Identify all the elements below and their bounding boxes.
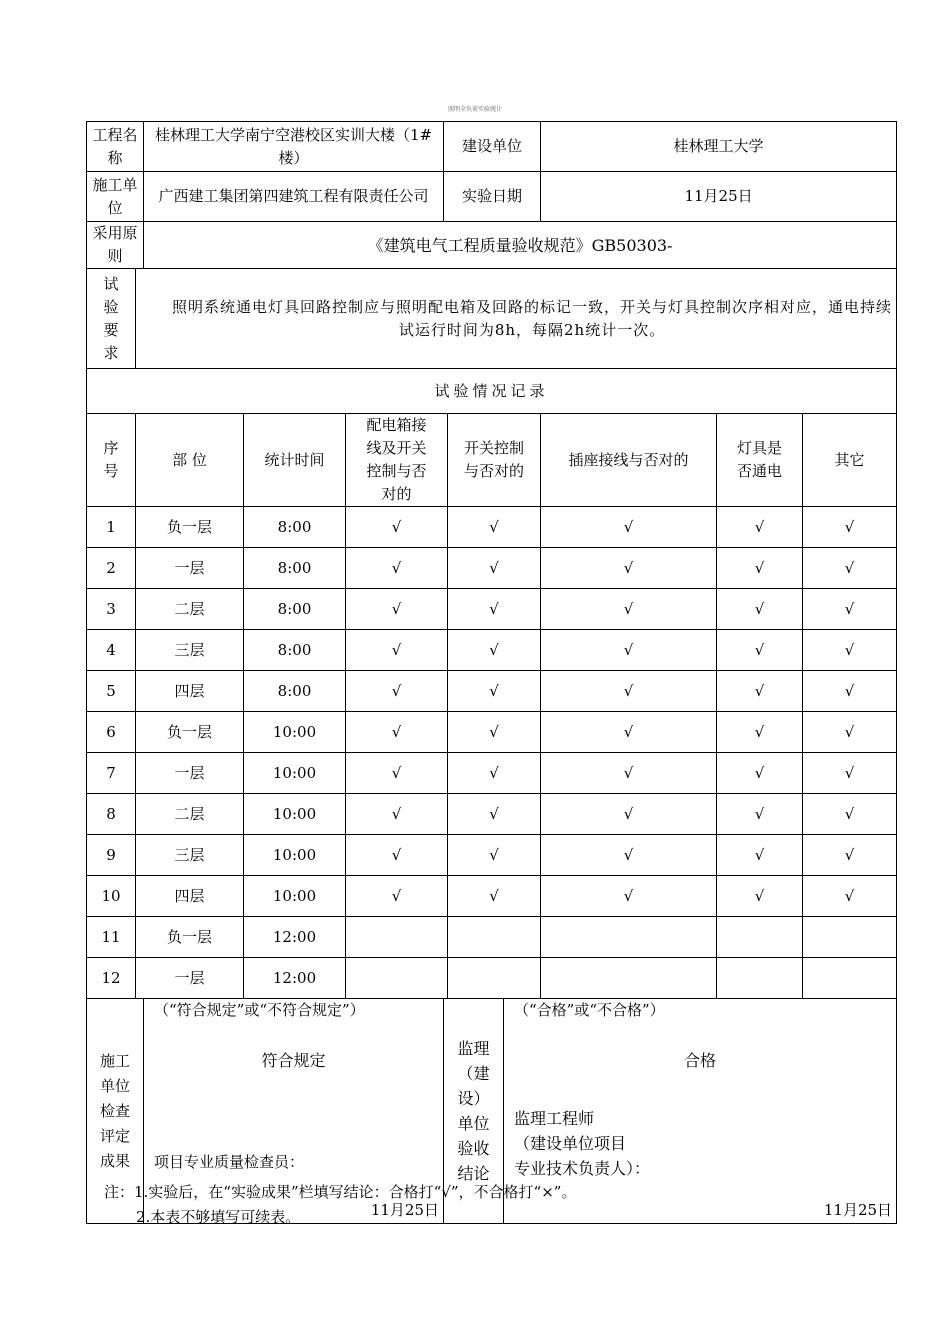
cell-lamp: √ [717, 589, 803, 630]
cell-location: 二层 [136, 794, 244, 835]
cell-time: 12:00 [244, 958, 346, 999]
project-name: 桂林理工大学南宁空港校区实训大楼（1#楼） [144, 122, 444, 172]
cell-other: √ [803, 835, 897, 876]
project-name-label: 工程名称 [87, 122, 144, 172]
cell-lamp: √ [717, 794, 803, 835]
cell-seq: 12 [87, 958, 136, 999]
contractor-inspector: 项目专业质量检查员： [154, 1153, 305, 1171]
cell-switch: √ [448, 548, 541, 589]
cell-socket: √ [541, 712, 717, 753]
cell-socket: √ [541, 507, 717, 548]
table-row [87, 753, 897, 794]
note-line-2: 2.本表不够填写可续表。 [136, 1208, 301, 1226]
cell-socket: √ [541, 548, 717, 589]
col-seq: 序号 [87, 414, 136, 507]
cell-box: √ [346, 876, 448, 917]
col-box: 配电箱接线及开关控制与否对的 [346, 414, 448, 507]
requirements-body: 照明系统通电灯具回路控制应与照明配电箱及回路的标记一致，开关与灯具控制次序相对应，通电持续试运行时间为8h，每隔2h统计一次。 [172, 297, 893, 339]
cell-other: √ [803, 753, 897, 794]
col-other: 其它 [803, 414, 897, 507]
builder-label: 建设单位 [444, 122, 541, 172]
cell-lamp: √ [717, 671, 803, 712]
cell-box: √ [346, 630, 448, 671]
cell-box: √ [346, 507, 448, 548]
cell-time: 10:00 [244, 876, 346, 917]
requirements-label: 试验要求 [87, 269, 136, 369]
cell-box: √ [346, 712, 448, 753]
contractor-check-result: 符合规定 [261, 1051, 326, 1070]
cell-switch [448, 958, 541, 999]
cell-box: √ [346, 589, 448, 630]
cell-other [803, 917, 897, 958]
test-record-table [86, 121, 897, 1224]
table-row [87, 507, 897, 548]
cell-socket: √ [541, 753, 717, 794]
cell-time: 8:00 [244, 507, 346, 548]
table-row [87, 548, 897, 589]
cell-seq: 5 [87, 671, 136, 712]
cell-seq: 2 [87, 548, 136, 589]
table-row [87, 835, 897, 876]
contractor-check-hint: （“符合规定”或“不符合规定”） [154, 1001, 365, 1019]
cell-socket [541, 958, 717, 999]
cell-location: 负一层 [136, 712, 244, 753]
cell-lamp: √ [717, 507, 803, 548]
cell-socket: √ [541, 671, 717, 712]
cell-time: 10:00 [244, 712, 346, 753]
supervisor-engineer-line1: 监理工程师 [514, 1109, 595, 1128]
supervisor-check-date: 11月25日 [823, 1201, 893, 1219]
contractor-check-label: 施工单位检查评定成果 [87, 999, 144, 1224]
cell-box: √ [346, 835, 448, 876]
col-lamp: 灯具是否通电 [717, 414, 803, 507]
cell-box [346, 958, 448, 999]
standard-value: 《建筑电气工程质量验收规范》GB50303- [144, 222, 897, 269]
test-date-label: 实验日期 [444, 172, 541, 222]
contractor-value: 广西建工集团第四建筑工程有限责任公司 [144, 172, 444, 222]
cell-seq: 10 [87, 876, 136, 917]
cell-seq: 6 [87, 712, 136, 753]
col-switch: 开关控制与否对的 [448, 414, 541, 507]
cell-other: √ [803, 507, 897, 548]
cell-time: 8:00 [244, 589, 346, 630]
cell-time: 10:00 [244, 753, 346, 794]
cell-socket: √ [541, 876, 717, 917]
supervisor-check-result: 合格 [684, 1051, 717, 1070]
cell-location: 三层 [136, 835, 244, 876]
cell-seq: 11 [87, 917, 136, 958]
cell-socket [541, 917, 717, 958]
cell-lamp: √ [717, 753, 803, 794]
table-row [87, 589, 897, 630]
cell-switch: √ [448, 507, 541, 548]
table-row [87, 712, 897, 753]
cell-seq: 9 [87, 835, 136, 876]
cell-switch: √ [448, 712, 541, 753]
cell-time: 10:00 [244, 835, 346, 876]
cell-box [346, 917, 448, 958]
cell-location: 负一层 [136, 507, 244, 548]
cell-switch: √ [448, 630, 541, 671]
cell-socket: √ [541, 630, 717, 671]
cell-seq: 4 [87, 630, 136, 671]
cell-seq: 1 [87, 507, 136, 548]
table-row [87, 630, 897, 671]
supervisor-check-label: 监理（建设）单位验收结论 [444, 999, 504, 1224]
cell-time: 8:00 [244, 548, 346, 589]
test-date-value: 11月25日 [541, 172, 897, 222]
cell-switch: √ [448, 589, 541, 630]
cell-socket: √ [541, 835, 717, 876]
cell-seq: 7 [87, 753, 136, 794]
contractor-check-date: 11月25日 [370, 1201, 440, 1219]
builder-value: 桂林理工大学 [541, 122, 897, 172]
cell-lamp: √ [717, 548, 803, 589]
cell-box: √ [346, 794, 448, 835]
cell-switch: √ [448, 876, 541, 917]
requirements-text [136, 269, 897, 369]
table-row [87, 876, 897, 917]
supervisor-engineer-line2: （建设单位项目 [514, 1134, 627, 1153]
cell-time: 12:00 [244, 917, 346, 958]
cell-switch: √ [448, 753, 541, 794]
cell-switch: √ [448, 835, 541, 876]
cell-socket: √ [541, 589, 717, 630]
cell-location: 四层 [136, 876, 244, 917]
record-title: 试验情况记录 [87, 369, 897, 414]
cell-switch: √ [448, 671, 541, 712]
cell-other: √ [803, 548, 897, 589]
cell-seq: 3 [87, 589, 136, 630]
cell-time: 8:00 [244, 630, 346, 671]
supervisor-engineer-line3: 专业技术负责人）： [514, 1159, 651, 1178]
col-location: 部 位 [136, 414, 244, 507]
table-row [87, 794, 897, 835]
cell-other: √ [803, 712, 897, 753]
cell-location: 二层 [136, 589, 244, 630]
cell-lamp: √ [717, 712, 803, 753]
cell-other: √ [803, 794, 897, 835]
cell-lamp: √ [717, 876, 803, 917]
cell-time: 8:00 [244, 671, 346, 712]
cell-location: 一层 [136, 753, 244, 794]
cell-box: √ [346, 548, 448, 589]
supervisor-check-hint: （“合格”或“不合格”） [514, 1001, 665, 1019]
table-row [87, 671, 897, 712]
cell-other: √ [803, 671, 897, 712]
cell-time: 10:00 [244, 794, 346, 835]
cell-box: √ [346, 753, 448, 794]
cell-switch: √ [448, 794, 541, 835]
cell-lamp: √ [717, 835, 803, 876]
cell-socket: √ [541, 794, 717, 835]
note-line-1: 注：1.实验后，在“实验成果”栏填写结论：合格打“√”，不合格打“×”。 [104, 1183, 577, 1201]
table-row [87, 917, 897, 958]
cell-other: √ [803, 589, 897, 630]
cell-other: √ [803, 630, 897, 671]
header-note: 照明全负荷实验统计 [447, 106, 502, 113]
cell-lamp [717, 917, 803, 958]
cell-location: 四层 [136, 671, 244, 712]
cell-location: 三层 [136, 630, 244, 671]
cell-location: 一层 [136, 548, 244, 589]
cell-switch [448, 917, 541, 958]
col-time: 统计时间 [244, 414, 346, 507]
cell-lamp: √ [717, 630, 803, 671]
cell-location: 负一层 [136, 917, 244, 958]
col-socket: 插座接线与否对的 [541, 414, 717, 507]
cell-seq: 8 [87, 794, 136, 835]
contractor-label: 施工单位 [87, 172, 144, 222]
table-row [87, 958, 897, 999]
cell-location: 一层 [136, 958, 244, 999]
standard-label: 采用原则 [87, 222, 144, 269]
cell-other: √ [803, 876, 897, 917]
cell-other [803, 958, 897, 999]
cell-box: √ [346, 671, 448, 712]
cell-lamp [717, 958, 803, 999]
